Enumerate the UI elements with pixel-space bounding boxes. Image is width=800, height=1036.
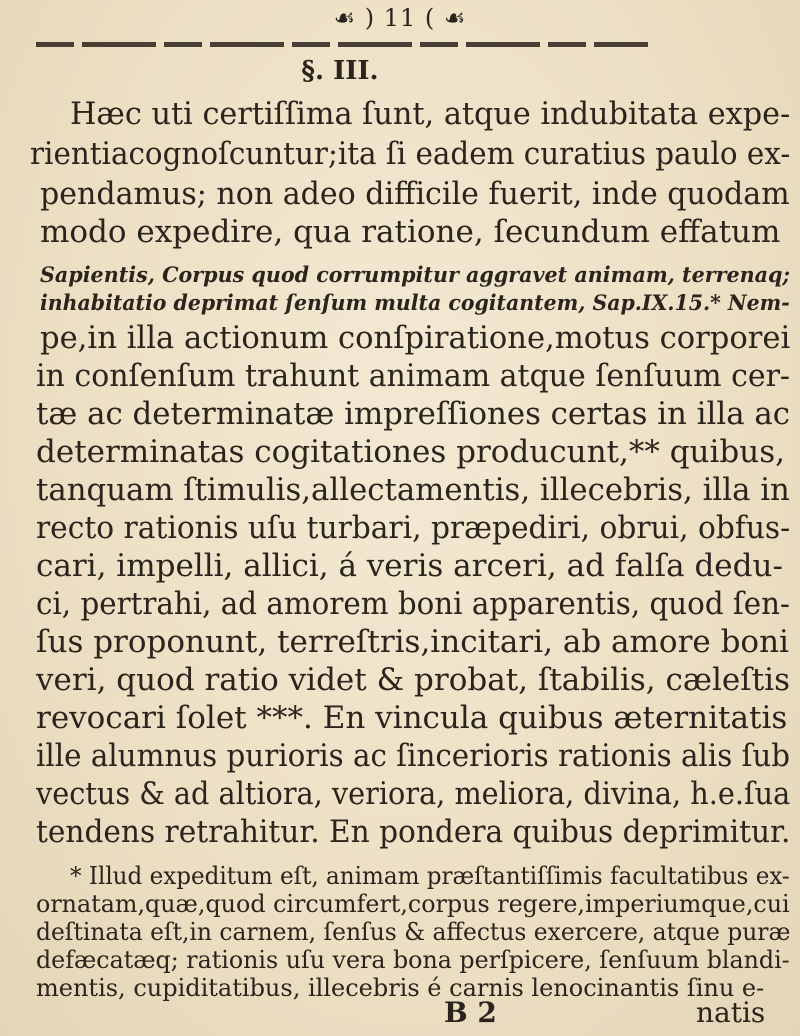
text-line: cari, impelli, allici, á veris arceri, ad falſa dedu- (36, 548, 783, 584)
text-line: recto rationis uſu turbari, præpediri, obrui, obfus- (36, 510, 791, 546)
text-line: pe,in illa actionum conſpiratione,motus corporei (40, 320, 791, 356)
page-header: ☙ ) 11 ( ☙ (333, 4, 467, 32)
text-line: modo expedire, qua ratione, ſecundum effatum (40, 214, 781, 250)
text-line: vectus & ad altiora, veriora, meliora, divina, h.e.ſua (36, 776, 791, 812)
footnote-line: * Illud expeditum eſt, animam præſtantiſſimis facultatibus ex- (70, 862, 790, 890)
footnote-line: defæcatæq; rationis uſu vera bona perſpicere, ſenſuum blandi- (36, 946, 790, 974)
italic-quote-line: inhabitatio deprimat ſenſum multa cogitantem, Sap.IX.15.* Nem- (40, 290, 790, 315)
text-line: tendens retrahitur. En pondera quibus deprimitur. (36, 814, 791, 850)
text-line: tanquam ſtimulis,allectamentis, illecebris, illa in (36, 472, 790, 508)
text-line: ſus proponunt, terreſtris,incitari, ab amore boni (36, 624, 789, 660)
catchword: natis (696, 996, 766, 1029)
text-line: revocari ſolet ***. En vincula quibus æternitatis (36, 700, 788, 736)
text-line: Hæc uti certiſſima ſunt, atque indubitata expe- (70, 96, 791, 132)
text-line: tæ ac determinatæ impreſſiones certas in illa ac (36, 396, 790, 432)
text-line: ci, pertrahi, ad amorem boni apparentis, quod ſen- (36, 586, 790, 622)
footnote-line: deſtinata eſt,in carnem, ſenſus & affectus exercere, atque puræ (36, 918, 791, 946)
text-line: in conſenſum trahunt animam atque ſenſuum cer- (36, 358, 791, 394)
text-line: ille alumnus purioris ac ſincerioris rationis alis ſub (36, 738, 791, 774)
footnote-line: mentis, cupiditatibus, illecebris é carnis lenocinantis ſinu e- (36, 974, 765, 1002)
signature-mark: B 2 (444, 996, 497, 1029)
text-line: veri, quod ratio videt & probat, ſtabilis, cæleſtis (36, 662, 790, 698)
section-heading: §. III. (301, 56, 379, 86)
footnote-line: ornatam,quæ,quod circumfert,corpus regere,imperiumque,cui (36, 890, 790, 918)
italic-quote-line: Sapientis, Corpus quod corrumpitur aggravet animam, terrenaq; (40, 262, 791, 287)
text-line: rientiacognoſcuntur;ita ſi eadem curatius paulo ex- (30, 136, 791, 172)
header-rule (36, 42, 648, 47)
text-line: pendamus; non adeo difficile fuerit, inde quodam (40, 176, 790, 212)
text-line: determinatas cogitationes producunt,** quibus, (36, 434, 785, 470)
